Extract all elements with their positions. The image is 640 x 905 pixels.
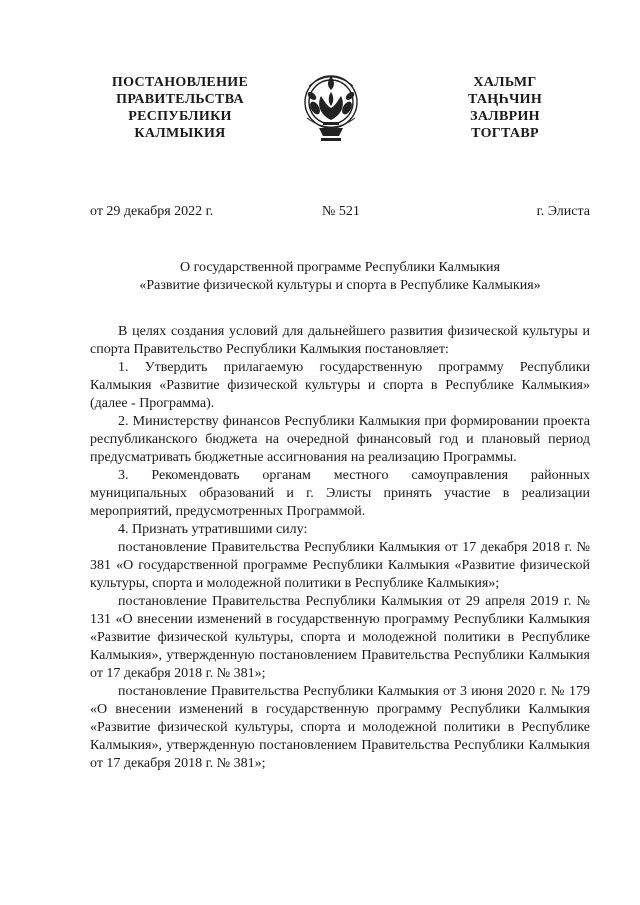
kalmykia-coat-of-arms-icon [299, 66, 363, 144]
body-paragraph: постановление Правительства Республики Калмыкия от 17 декабря 2018 г. № 381 «О государственной программе Республики Калмыкия «Развитие физической культуры, спорта и молодежной политики в Республике Калмыкия»; [90, 540, 590, 591]
document-city: г. Элиста [536, 204, 590, 219]
body-paragraph: 3. Рекомендовать органам местного самоуправления районных муниципальных образований и г. Элисты принять участие в реализации мероприятий, предусмотренных Программой. [90, 468, 590, 519]
body-paragraph: 1. Утвердить прилагаемую государственную программу Республики Калмыкия «Развитие физической культуры и спорта в Республике Калмыкия» (далее - Программа). [90, 360, 590, 411]
document-body [90, 323, 590, 773]
header-left-line: РЕСПУБЛИКИ [128, 109, 232, 124]
body-paragraph: 2. Министерству финансов Республики Калмыкия при формировании проекта республиканского бюджета на очередной финансовый год и плановый период предусматривать бюджетные ассигнования на реализацию Программы. [90, 414, 590, 465]
body-paragraph: постановление Правительства Республики Калмыкия от 29 апреля 2019 г. № 131 «О внесении изменений в государственную программу Республики Калмыкия «Развитие физической культуры, спорта и молодежной политики в Республике Калмыкия», утвержденную постановлением Правительства Республики Калмыкия от 17 декабря 2018 г. № 381»; [90, 594, 590, 681]
header-left-line: ПРАВИТЕЛЬСТВА [116, 92, 244, 107]
header-right-xal [450, 74, 560, 142]
body-paragraph: постановление Правительства Республики Калмыкия от 3 июня 2020 г. № 179 «О внесении изменений в государственную программу Республики Калмыкия «Развитие физической культуры, спорта и молодежной политики в Республике Калмыкия», утвержденную постановлением Правительства Республики Калмыкия от 17 декабря 2018 г. № 381»; [90, 684, 590, 771]
body-paragraph: В целях создания условий для дальнейшего развития физической культуры и спорта Правительство Республики Калмыкия постановляет: [90, 324, 590, 357]
header-right-line: ТАҢҺЧИН [467, 92, 543, 107]
title-line: О государственной программе Республики Калмыкия [180, 260, 500, 275]
document-number: № 521 [322, 204, 360, 219]
document-date: от 29 декабря 2022 г. [90, 204, 214, 219]
header-left-line: ПОСТАНОВЛЕНИЕ [111, 75, 249, 90]
header-left-line: КАЛМЫКИЯ [134, 126, 226, 141]
title-line: «Развитие физической культуры и спорта в Республике Калмыкия» [139, 278, 541, 293]
header-right-line: ЗАЛВРИН [470, 109, 540, 124]
header-right-line: ХАЛЬМГ [473, 75, 537, 90]
document-title [90, 259, 590, 295]
document-meta [90, 204, 590, 222]
header-right-line: ТОГТАВР [471, 126, 539, 141]
header-left-ru [100, 74, 260, 142]
body-paragraph: 4. Признать утратившими силу: [118, 522, 308, 537]
